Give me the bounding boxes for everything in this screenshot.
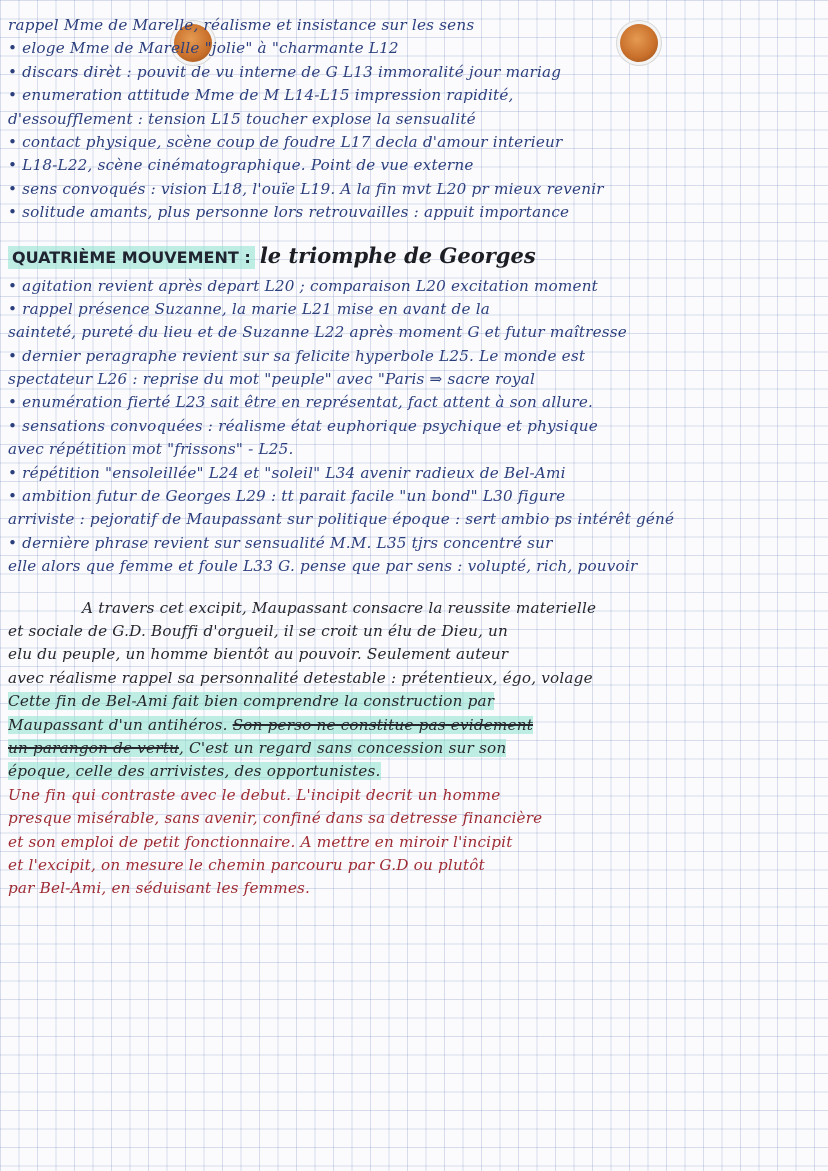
paragraph-gap: [8, 579, 820, 597]
note-line: • solitude amants, plus personne lors retrouvailles : appuit importance: [8, 203, 570, 222]
note-line: • dernier peragraphe revient sur sa felicite hyperbole L25. Le monde est: [8, 346, 586, 365]
note-line: d'essoufflement : tension L15 toucher explose la sensualité: [8, 109, 476, 128]
conclusion-line-red: Une fin qui contraste avec le debut. L'incipit decrit un homme: [8, 785, 501, 804]
conclusion-line-red: presque misérable, sans avenir, confiné dans sa detresse financière: [8, 809, 543, 828]
conclusion-line: avec réalisme rappel sa personnalité detestable : prétentieux, égo, volage: [8, 668, 593, 687]
section-heading-title: le triomphe de Georges: [259, 242, 536, 268]
conclusion-line-red: par Bel-Ami, en séduisant les femmes.: [8, 879, 311, 898]
section-heading: [8, 239, 820, 273]
note-line: • enumération fierté L23 sait être en représentat, fact attent à son allure.: [8, 393, 594, 412]
highlighted-text: , C'est un regard sans concession sur son: [179, 738, 507, 757]
note-line: • L18-L22, scène cinématographique. Point de vue externe: [8, 156, 474, 175]
conclusion-line-highlighted: [8, 737, 820, 760]
conclusion-line: et sociale de G.D. Bouffi d'orgueil, il se croit un élu de Dieu, un: [8, 621, 509, 640]
conclusion-line-red: et l'excipit, on mesure le chemin parcouru par G.D ou plutôt: [8, 855, 485, 874]
struck-text: un parangon de vertu: [8, 738, 179, 757]
note-line: • rappel présence Suzanne, la marie L21 mise en avant de la: [8, 299, 491, 318]
highlighted-text: Cette fin de Bel-Ami fait bien comprendre la construction par: [8, 692, 495, 711]
note-line: rappel Mme de Marelle, réalisme et insistance sur les sens: [8, 16, 475, 34]
note-line: • contact physique, scène coup de foudre L17 decla d'amour interieur: [8, 132, 563, 151]
note-line: • eloge Mme de Marelle "jolie" à "charmante L12: [8, 39, 399, 58]
notebook-page: [8, 14, 820, 901]
conclusion-line-highlighted: [8, 690, 820, 713]
note-line: • répétition "ensoleillée" L24 et "soleil" L34 avenir radieux de Bel-Ami: [8, 463, 566, 482]
note-line: elle alors que femme et foule L33 G. pense que par sens : volupté, rich, pouvoir: [8, 557, 638, 576]
note-line: arriviste : pejoratif de Maupassant sur politique époque : sert ambio ps intérêt géné: [8, 510, 675, 529]
section-heading-label: QUATRIÈME MOUVEMENT :: [8, 246, 255, 269]
conclusion-line-red: et son emploi de petit fonctionnaire. A mettre en miroir l'incipit: [8, 832, 513, 851]
note-line: • enumeration attitude Mme de M L14-L15 impression rapidité,: [8, 86, 514, 105]
highlighted-text: Maupassant d'un antihéros.: [8, 715, 233, 734]
note-line: • discars dirèt : pouvit de vu interne de G L13 immoralité jour mariag: [8, 62, 562, 81]
conclusion-line-highlighted: [8, 760, 820, 783]
note-line: • sens convoqués : vision L18, l'ouïe L19. A la fin mvt L20 pr mieux revenir: [8, 179, 604, 198]
conclusion-line: elu du peuple, un homme bientôt au pouvoir. Seulement auteur: [8, 645, 509, 664]
note-line: sainteté, pureté du lieu et de Suzanne L22 après moment G et futur maîtresse: [8, 323, 627, 342]
note-line: • dernière phrase revient sur sensualité M.M. L35 tjrs concentré sur: [8, 533, 553, 552]
highlighted-text: époque, celle des arrivistes, des opportunistes.: [8, 762, 381, 781]
conclusion-paragraph-two: [8, 784, 820, 901]
conclusion-paragraph-one: [8, 597, 820, 784]
conclusion-line-highlighted: [8, 714, 820, 737]
note-line: • ambition futur de Georges L29 : tt parait facile "un bond" L30 figure: [8, 487, 566, 506]
note-line: avec répétition mot "frissons" - L25.: [8, 440, 294, 459]
note-line: • agitation revient après depart L20 ; comparaison L20 excitation moment: [8, 276, 598, 295]
struck-text: Son perso ne constitue pas evidement: [232, 715, 534, 734]
section-three-notes: [8, 14, 820, 225]
note-line: • sensations convoquées : réalisme état euphorique psychique et physique: [8, 416, 598, 435]
note-line: spectateur L26 : reprise du mot "peuple" avec "Paris ⇒ sacre royal: [8, 370, 536, 389]
conclusion-line: A travers cet excipit, Maupassant consacre la reussite materielle: [82, 598, 597, 617]
section-four-notes: [8, 275, 820, 579]
